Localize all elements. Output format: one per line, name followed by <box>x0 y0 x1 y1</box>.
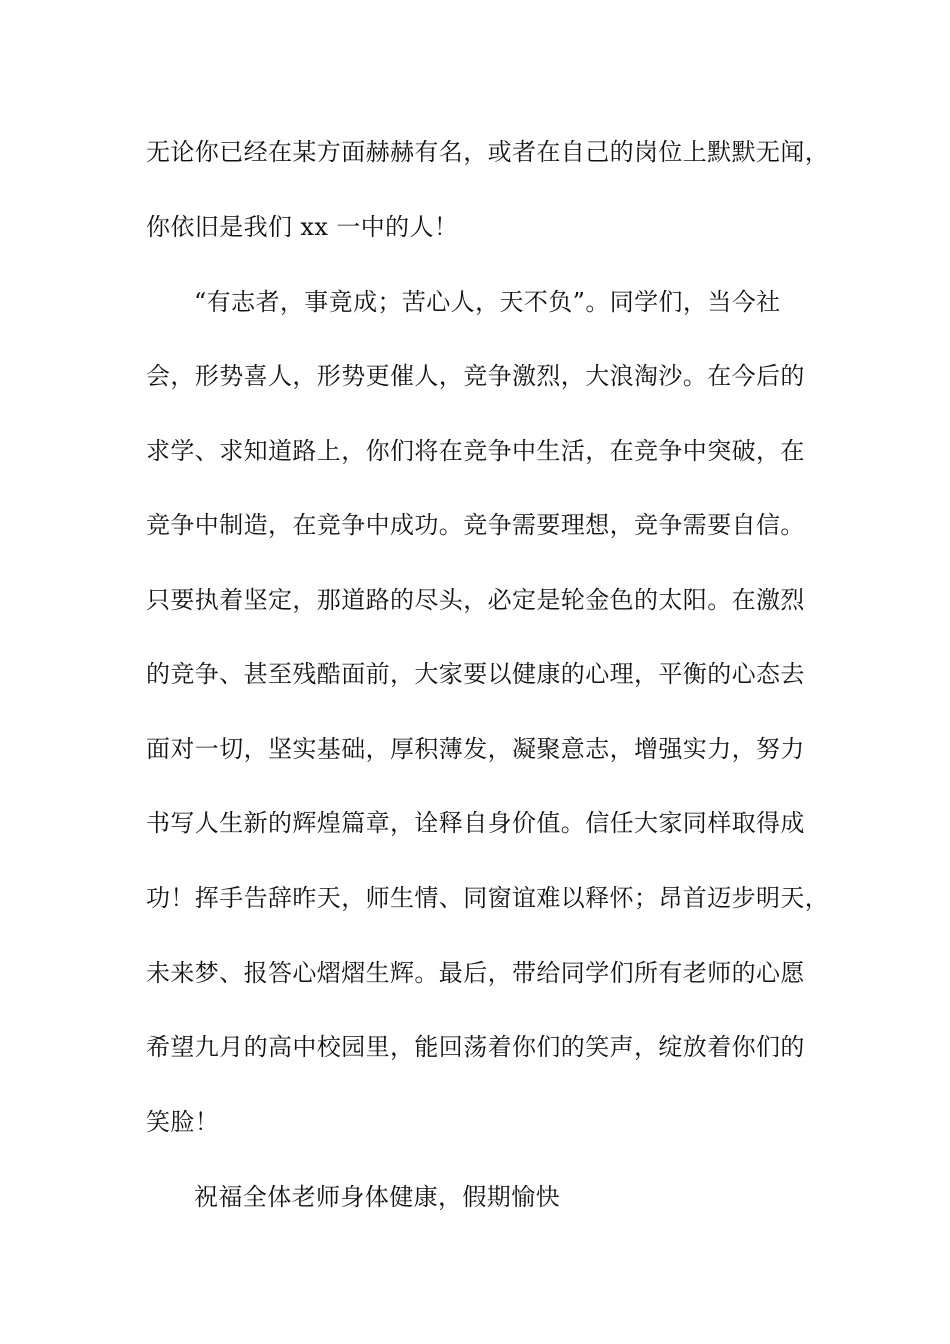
text-line: 会，形势喜人，形势更催人，竞争激烈，大浪淘沙。在今后的 <box>146 362 805 390</box>
text-line: 书写人生新的辉煌篇章，诠释自身价值。信任大家同样取得成 <box>146 809 805 837</box>
text-line: 未来梦、报答心熠熠生辉。最后，带给同学们所有老师的心愿 <box>146 959 805 987</box>
text-line: 的竞争、甚至残酷面前，大家要以健康的心理，平衡的心态去 <box>146 660 805 688</box>
paragraph-start-line: “有志者，事竟成；苦心人，天不负”。同学们，当今社 <box>194 288 781 316</box>
text-line: 面对一切，坚实基础，厚积薄发，凝聚意志，增强实力，努力 <box>146 735 805 763</box>
text-line: 只要执着坚定，那道路的尽头，必定是轮金色的太阳。在激烈 <box>146 586 805 614</box>
text-line: 求学、求知道路上，你们将在竞争中生活，在竞争中突破，在 <box>146 437 805 465</box>
text-line: 竞争中制造，在竞争中成功。竞争需要理想，竞争需要自信。 <box>146 511 805 539</box>
text-line: 希望九月的高中校园里，能回荡着你们的笑声，绽放着你们的 <box>146 1033 805 1061</box>
text-line: 功！挥手告辞昨天，师生情、同窗谊难以释怀；昂首迈步明天， <box>146 884 830 912</box>
text-line: 你依旧是我们 xx 一中的人！ <box>146 213 459 241</box>
closing-wish-line: 祝福全体老师身体健康，假期愉快 <box>194 1183 560 1211</box>
text-line: 无论你已经在某方面赫赫有名，或者在自己的岗位上默默无闻， <box>146 138 830 166</box>
text-line: 笑脸！ <box>146 1108 220 1136</box>
